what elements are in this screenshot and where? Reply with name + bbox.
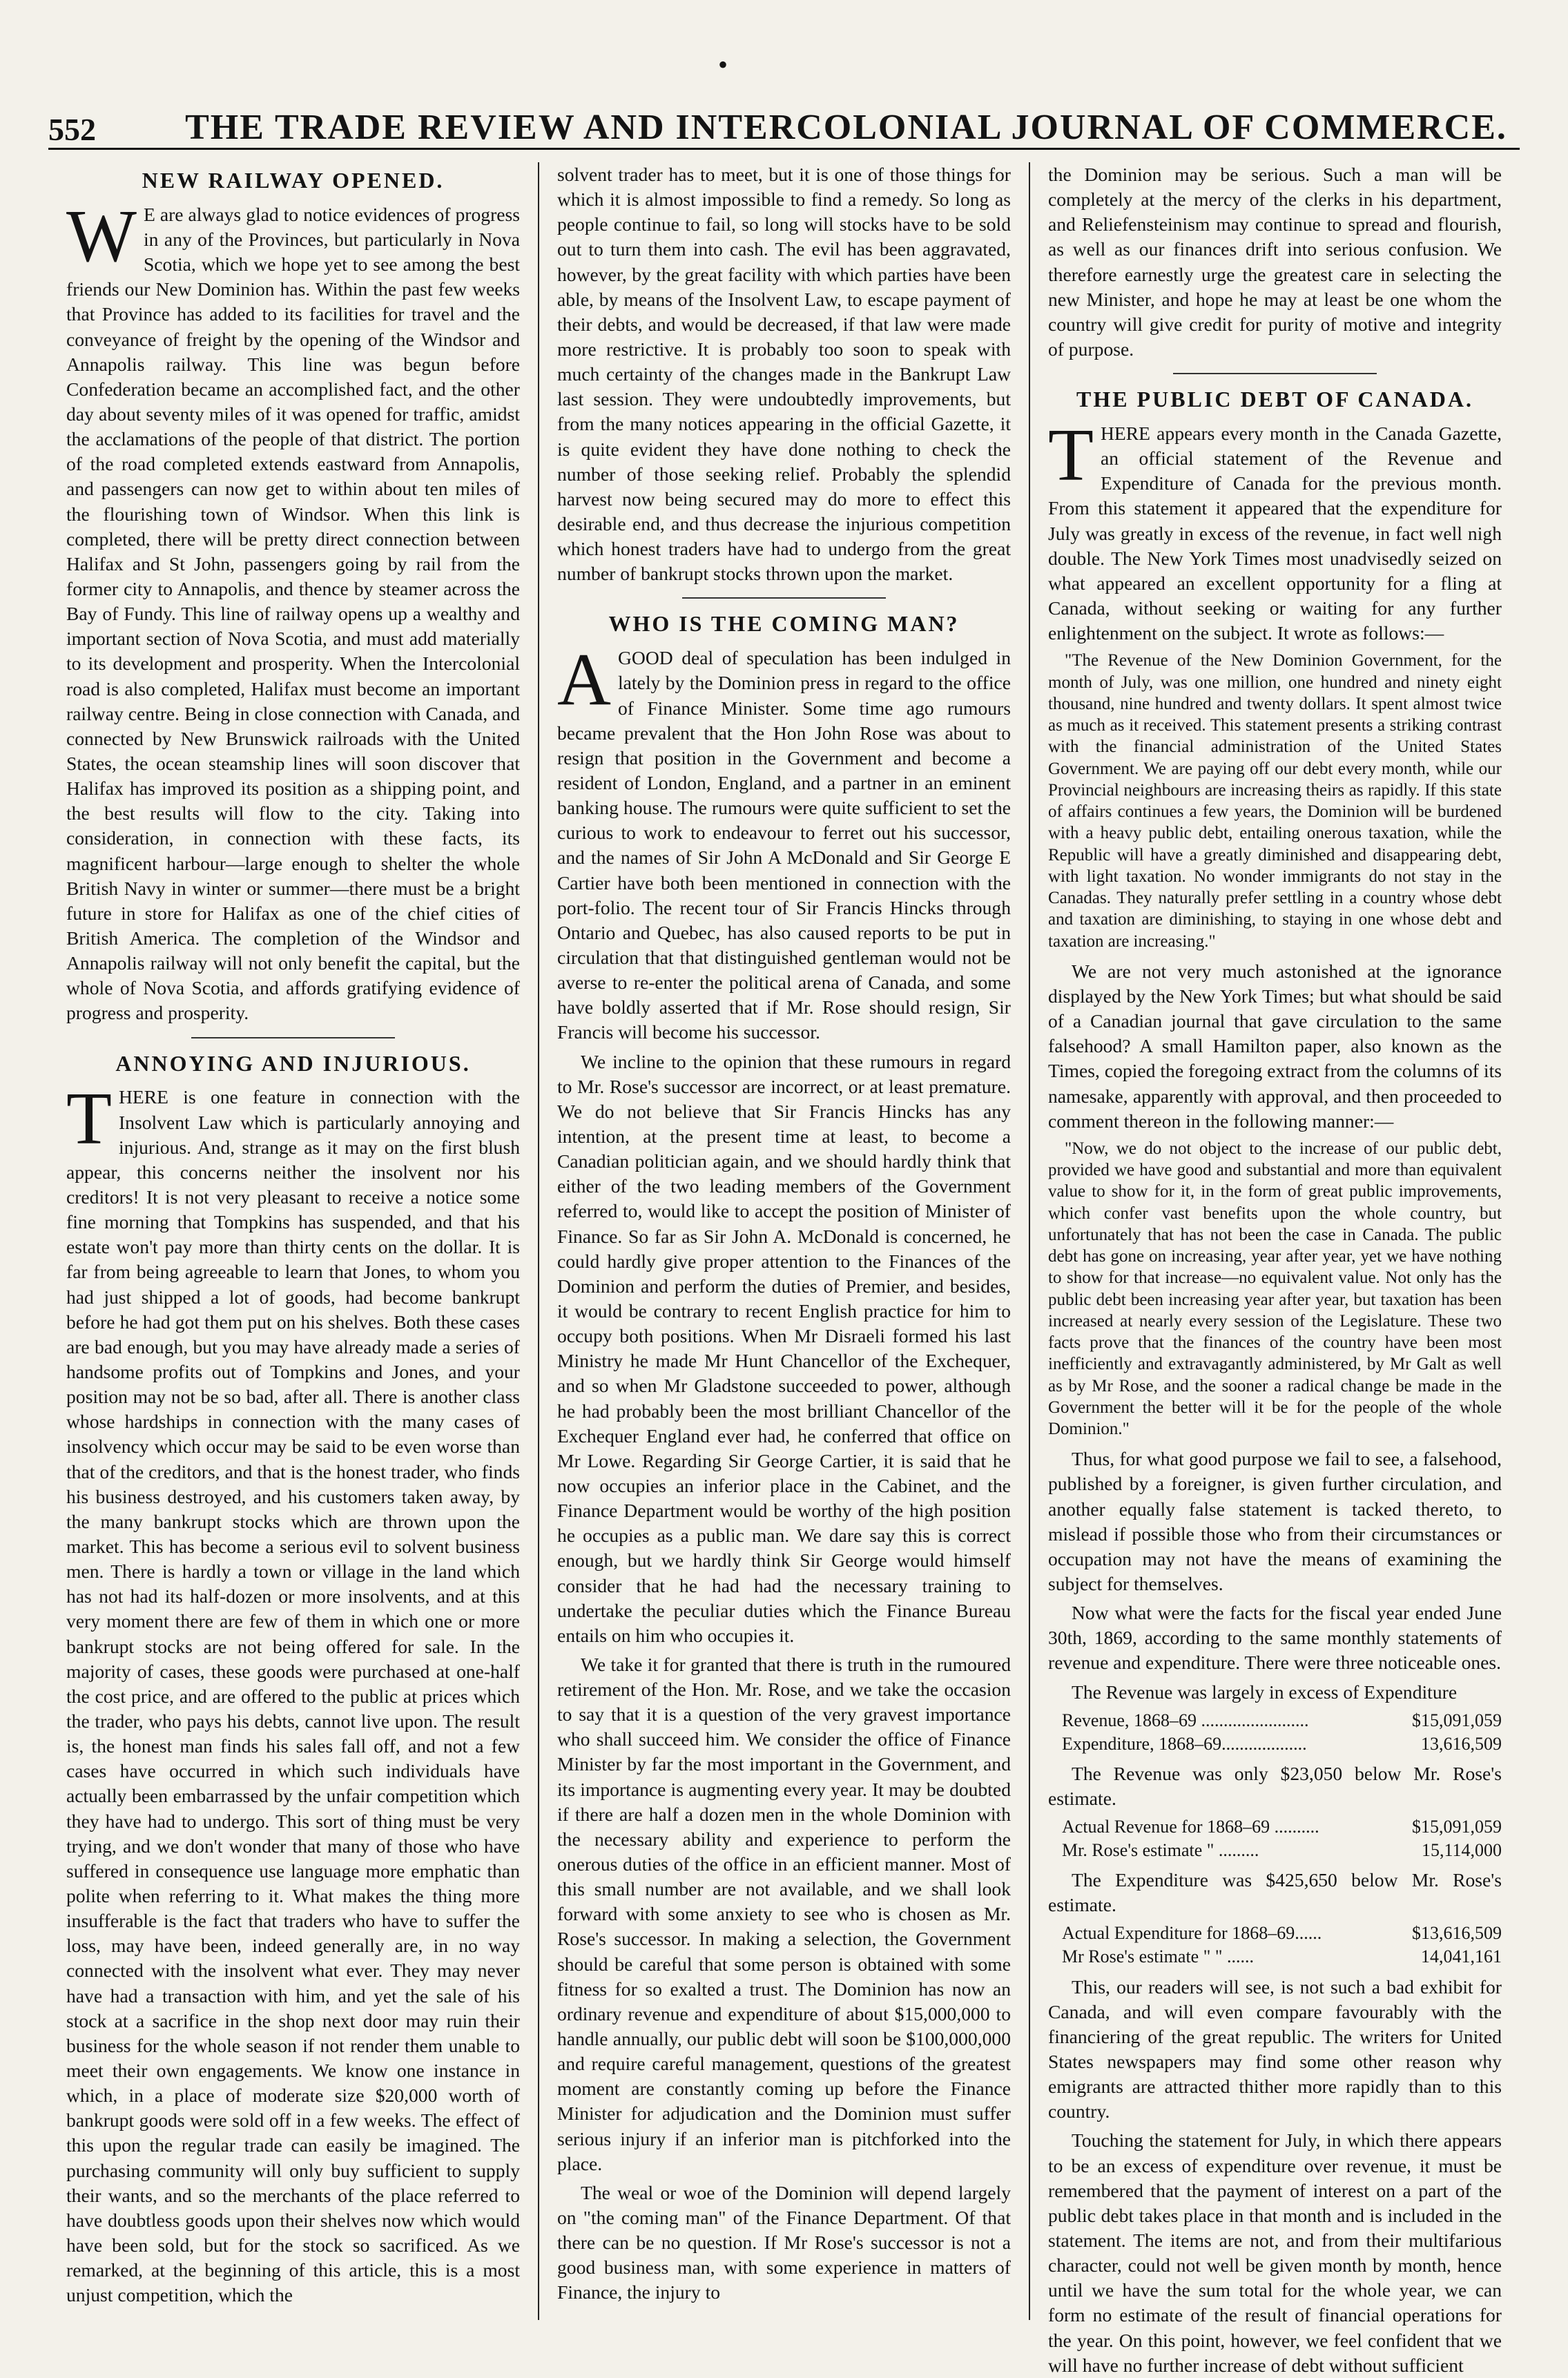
table-row (1048, 1709, 1502, 1732)
article-paragraph: Touching the statement for July, in which there appears to be an excess of expenditure over revenue, it must be remembered that the payment of interest on a part of the public debt takes place in that month and is included in the statement. The items are not, and from their multifarious character, could not well be given month by month, hence until we have the sum total for the whole year, we can form no estimate of the result of financial operations for the year. On this point, however, we feel confident that we will have no further increase of debt without sufficient (1048, 2129, 1502, 2376)
figure-amount: 14,041,161 (1421, 1946, 1502, 1967)
article-heading-new-railway: NEW RAILWAY OPENED. (142, 168, 445, 193)
article-paragraph: THERE is one feature in connection with the Insolvent Law which is particularly annoying and injurious. And, strange as it may on the first blush appear, this concerns neither the insolvent nor his creditors! It is not very pleasant to receive a notice some fine morning that Tompkins has suspended, and that his estate won't pay more than thirty cents on the dollar. It is far from being agreeable to learn that Jones, to whom you had just shipped a lot of goods, had become bankrupt before he had got them put on his shelves. Both these cases are bad enough, but you may have already made a series of handsome profits out of Tompkins and Jones, and your position may not be so bad, after all. There is another class whose hardships in connection with the many cases of insolvency which occur may be said to be even worse than that of the creditors, and that is the honest trader, who finds his business destroyed, and his customers taken away, by the many bankrupt stocks which are thrown upon the market. This has become a serious evil to solvent business men. There is hardly a town or village in the land which has not had its half-dozen or more insolvents, and at this very moment there are few of them in which one or more bankrupt stocks are not being offered for sale. In the majority of cases, these goods were purchased at one-half the cost price, and are offered to the public at prices which the trader, who pays his debts, cannot live upon. The result is, the honest man finds his sales fall off, and not a few cases have occurred in which such individuals have actually been embarrassed by the unfair competition which they have had to undergo. This sort of thing must be very trying, and we don't wonder that many of those who have suffered in consequence use language more emphatic than polite when referring to it. What makes the thing more insufferable is the fact that traders who have to suffer the loss, may have been, indeed generally are, in no way connected with the insolvent what ever. They may never have had a transaction with him, and yet the sale of his stock at a sacrifice in the shop next door may ruin their business for the whole season if not render them unable to meet their own engagements. We know one instance in which, in a place of moderate size $20,000 worth of bankrupt goods were sold off in a few weeks. The effect of this upon the regular trade can easily be imagined. The purchasing community will only buy sufficient to supply their wants, and so the merchants of the place referred to have doubtless goods upon their shelves now which would have been sold, but for the stock so sacrificed. As we remarked, at the beginning of this article, this is a most unjust competition, which the (66, 1078, 520, 2306)
figures-table (1048, 1922, 1502, 1969)
article-paragraph: The weal or woe of the Dominion will depend largely on "the coming man" of the Finance Department. Of that there can be no question. If Mr Rose's successor is not a good business man, with some experience in matters of Finance, the injury to (557, 2181, 1011, 2303)
figure-label: Mr. Rose's estimate " ......... (1062, 1840, 1259, 1861)
article-paragraph: Now what were the facts for the fiscal year ended June 30th, 1869, according to the same monthly statements of revenue and expenditure. There were three noticeable ones. (1048, 1602, 1502, 1674)
figure-label: Actual Revenue for 1868–69 .......... (1062, 1817, 1319, 1837)
column-3 (1029, 162, 1520, 2376)
article-paragraph: solvent trader has to meet, but it is one of those things for which it is almost impossible to find a remedy. So long as people continue to fail, so long will stocks have to be sold out to turn them into cash. The evil has been aggravated, however, by the great facility with which parties have been able, by means of the Insolvent Law, to escape payment of their debts, and would be decreased, if that law were made more restrictive. It is probably too soon to speak with much certainty of the changes made in the Bankrupt Law last session. They were undoubtedly improvements, but from the many notices appearing in the official Gazette, it is quite evident they have done nothing to check the number of those seeking relief. Probably the splendid harvest now being secured may do more to effect this desirable end, and thus decrease the injurious competition which honest traders have had to undergo from the great number of bankrupt stocks thrown upon the market. (557, 164, 1011, 585)
article-paragraph: THERE appears every month in the Canada Gazette, an official statement of the Revenue and Expenditure of Canada for the previous month. From this statement it appeared that the expenditure for July was greatly in excess of the revenue, in fact well nigh double. The New York Times most unadvisedly seized on what appeared an excellent opportunity for a fling at Canada, without seeking or waiting for any further enlightenment on the subject. It wrote as follows:— (1048, 414, 1502, 644)
figure-label: Actual Expenditure for 1868–69...... (1062, 1923, 1322, 1944)
article-heading-public-debt: THE PUBLIC DEBT OF CANADA. (1076, 387, 1473, 412)
figures-table (1048, 1709, 1502, 1756)
table-row (1048, 1922, 1502, 1945)
article-paragraph: AGOOD deal of speculation has been indulged in lately by the Dominion press in regard to the office of Finance Minister. Some time ago rumours became prevalent that the Hon John Rose was about to resign that position in the Government and become a resident of London, England, and a partner in an eminent banking house. The rumours were quite sufficient to set the curious to work to endeavour to ferret out his successor, and the names of Sir John A McDonald and Sir George E Cartier have both been mentioned in connection with the port-folio. The recent tour of Sir Francis Hincks through Ontario and Quebec, has also caused reports to be put in circulation that that distinguished gentleman would not be averse to re-enter the political arena of Canada, and some have boldly asserted that if Mr. Rose should resign, Sir Francis will become his successor. (557, 639, 1011, 1043)
article-heading-annoying: ANNOYING AND INJURIOUS. (115, 1050, 471, 1076)
quoted-extract (1048, 1138, 1502, 1440)
figures-lead: The Revenue was largely in excess of Expenditure (1072, 1681, 1458, 1703)
table-row (1048, 1839, 1502, 1862)
columns (48, 162, 1520, 2376)
figure-label: Mr Rose's estimate " " ...... (1062, 1946, 1254, 1967)
quoted-extract (1048, 650, 1502, 952)
figure-amount: 15,114,000 (1421, 1840, 1502, 1861)
figure-label: Expenditure, 1868–69................... (1062, 1733, 1307, 1754)
divider (1173, 373, 1377, 374)
figures-lead: The Revenue was only $23,050 below Mr. Rose's estimate. (1048, 1762, 1502, 1809)
column-2 (538, 162, 1029, 2320)
print-speck: • (718, 49, 728, 80)
figures-table (1048, 1815, 1502, 1862)
article-paragraph: Thus, for what good purpose we fail to see, a falsehood, published by a foreigner, is given further circulation, and another equally false statement is tacked thereto, to mislead if possible those who from their circumstances or occupation may not have the means of examining the subject for themselves. (1048, 1448, 1502, 1594)
quote-paragraph: "The Revenue of the New Dominion Government, for the month of July, was one million, one hundred and ninety eight thousand, nine hundred and twenty dollars. It spent almost twice as much as it received. This statement presents a striking contrast with the financial administration of the United States Government. We are paying off our debt every month, while our Provincial neighbours are increasing theirs as rapidly. If this state of affairs continues a few years, the Dominion will be burdened with a heavy public debt, entailing onerous taxation, while the Republic will have a greatly diminished and disappearing debt, with light taxation. No wonder immigrants do not stay in the Canadas. They naturally prefer settling in a country whose debt and taxation are diminishing, to staying in one whose debt and taxation are increasing." (1048, 651, 1502, 951)
article-paragraph: This, our readers will see, is not such a bad exhibit for Canada, and will even compare favourably with the financiering of the great republic. The writers for United States newspapers may find some other reason why emigrants are attracted thither more rapidly than to this country. (1048, 1975, 1502, 2123)
article-paragraph: We are not very much astonished at the ignorance displayed by the New York Times; but what should be said of a Canadian journal that gave circulation to the same falsehood? A small Hamilton paper, also known as the Times, copied the foregoing extract from the columns of its namesake, apparently with approval, and then proceeded to comment thereon in the following manner:— (1048, 960, 1502, 1132)
figure-amount: $13,616,509 (1412, 1923, 1502, 1944)
article-paragraph: the Dominion may be serious. Such a man will be completely at the mercy of the clerks in his department, and Reliefensteinism may continue to spread and flourish, as well as our finances drift into serious confusion. We therefore earnestly urge the greatest care in selecting the new Minister, and hope he may at least be one whom the country will give credit for purity of motive and integrity of purpose. (1048, 164, 1502, 360)
divider (682, 597, 887, 599)
quote-paragraph: "Now, we do not object to the increase of our public debt, provided we have good and substantial and more than equivalent value to show for it, in the form of great public improvements, which confer vast benefits upon the whole country, but unfortunately that has not been the case in Canada. The public debt has gone on increasing, year after year, yet we have nothing to show for that increase—no equivalent value. Not only has the public debt been increasing year after year, but taxation has been increased at nearly every session of the Legislature. These two facts prove that the finances of the country have been most inefficiently and extravagantly administered, by Mr Galt as well as by Mr Rose, and the sooner a radical change be made in the Government the better will it be for the people of the whole Dominion." (1048, 1139, 1502, 1439)
article-paragraph: WE are always glad to notice evidences of progress in any of the Provinces, but particularly in Nova Scotia, which we hope yet to see among the best friends our New Dominion has. Within the past few weeks that Province has added to its facilities for travel and the conveyance of freight by the opening of the Windsor and Annapolis railway. This line was begun before Confederation became an accomplished fact, and the other day about seventy miles of it was opened for traffic, amidst the acclamations of the people of that district. The portion of the road completed extends eastward from Annapolis, and passengers can now get to within about ten miles of the flourishing town of Windsor. When this link is completed, there will be pretty direct connection between Halifax and St John, passengers going by rail from the former city to Annapolis, and thence by steamer across the Bay of Fundy. This line of railway opens up a wealthy and important section of Nova Scotia, and must add materially to its development and prosperity. When the Intercolonial road is also completed, Halifax must become an important railway centre. Being in close connection with Canada, and connected by New Brunswick railroads with the United States, the ocean steamship lines will soon discover that Halifax has improved its position as a shipping point, and the best results will flow to the city. Taking into consideration, in connection with these facts, its magnificent harbour—large enough to shelter the whole British Navy in winter or summer—there must be a bright future in store for Halifax as one of the chief cities of British America. The completion of the Windsor and Annapolis railway will not only benefit the capital, but the whole of Nova Scotia, and affords gratifying evidence of progress and prosperity. (66, 195, 520, 1024)
page-number: 552 (48, 112, 96, 147)
table-row (1048, 1815, 1502, 1839)
article-paragraph: We take it for granted that there is truth in the rumoured retirement of the Hon. Mr. Rose, and we take the occasion to say that it is a question of the very gravest importance who shall succeed him. We consider the office of Finance Minister by far the most important in the Government, and its importance is augmenting every year. It may be doubted if there are half a dozen men in the whole Dominion with the necessary ability and experience to perform the onerous duties of the office in an efficient manner. Most of this small number are not available, and we shall look forward with some anxiety to see who is chosen as Mr. Rose's successor. In making a selection, the Government should be careful that some person is obtained with some fitness for so exalted a trust. The Dominion has now an ordinary revenue and expenditure of about $15,000,000 to handle annually, our public debt will soon be $100,000,000 and require careful management, questions of the greatest moment are constantly coming up before the Finance Minister for adjudication and the Dominion must suffer serious injury if an inferior man is pitchforked into the place. (557, 1653, 1011, 2174)
article-heading-coming-man: WHO IS THE COMING MAN? (608, 611, 960, 637)
figure-label: Revenue, 1868–69 ........................ (1062, 1710, 1309, 1730)
masthead (48, 97, 1520, 150)
table-row (1048, 1732, 1502, 1756)
figure-amount: $15,091,059 (1412, 1817, 1502, 1837)
table-row (1048, 1945, 1502, 1969)
figure-amount: 13,616,509 (1421, 1733, 1502, 1754)
article-paragraph: We incline to the opinion that these rumours in regard to Mr. Rose's successor are incorrect, or at least premature. We do not believe that Sir Francis Hincks has any intention, at the present time at least, to become a Canadian politician again, and we should hardly think that either of the two leading members of the Government referred to, would like to accept the position of Minister of Finance. So far as Sir John A. McDonald is concerned, he could hardly give proper attention to the Finances of the Dominion and perform the duties of Premier, and besides, it would be contrary to recent English practice for him to occupy both positions. When Mr Disraeli formed his last Ministry he made Mr Hunt Chancellor of the Exchequer, and so when Mr Gladstone succeeded to power, although he had probably been the most brilliant Chancellor of the Exchequer England ever had, he conferred that office on Mr Lowe. Regarding Sir George Cartier, it is said that he now occupies an inferior place in the Cabinet, and the Finance Department would be worthy of the high position he occupies as a public man. We dare say this is correct enough, but we hardly think Sir George would himself consider that he had had the necessary training to undertake the peculiar duties which the Finance Bureau entails on him who occupies it. (557, 1050, 1011, 1646)
column-1 (48, 162, 538, 2320)
divider (191, 1037, 396, 1038)
figure-amount: $15,091,059 (1412, 1710, 1502, 1730)
journal-title: THE TRADE REVIEW AND INTERCOLONIAL JOURNAL OF COMMERCE. (185, 108, 1507, 147)
figures-lead: The Expenditure was $425,650 below Mr. Rose's estimate. (1048, 1869, 1502, 1916)
